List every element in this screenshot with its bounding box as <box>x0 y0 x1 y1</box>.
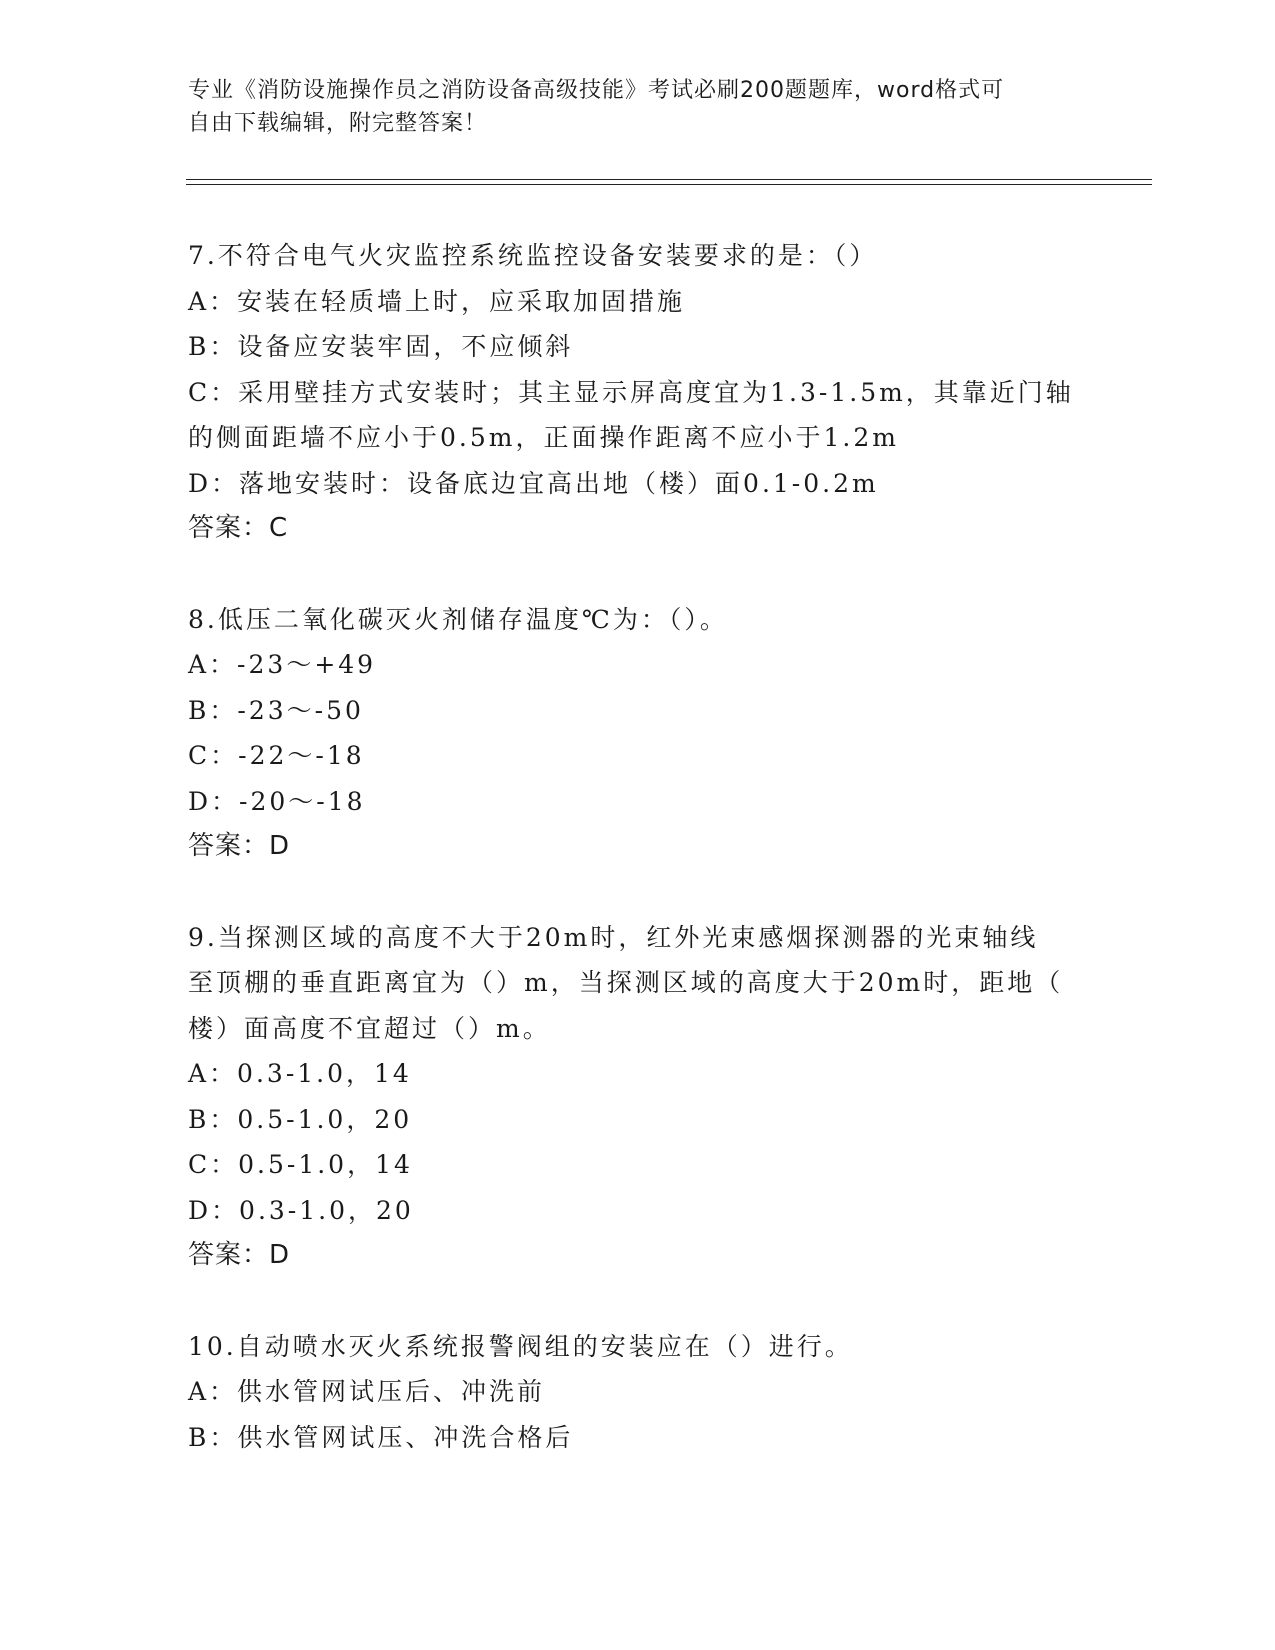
question-9 <box>188 915 1088 1279</box>
option-c: C：-22～-18 <box>188 741 365 770</box>
option-d: D：-20～-18 <box>188 786 366 816</box>
header-divider-bottom <box>186 184 1152 185</box>
header-divider-top <box>186 179 1152 180</box>
option-b: B：设备应安装牢固，不应倾斜 <box>188 332 574 361</box>
option-b: B：-23～-50 <box>188 695 364 725</box>
option-c: C：0.5-1.0，14 <box>188 1150 413 1179</box>
option-a: A：安装在轻质墙上时，应采取加固措施 <box>188 286 686 316</box>
option-b: B：供水管网试压、冲洗合格后 <box>188 1422 574 1452</box>
header-line-1: 专业《消防设施操作员之消防设备高级技能》考试必刷200题题库，word格式可 <box>188 78 1005 103</box>
question-stem-continued: 至顶棚的垂直距离宜为（）m，当探测区域的高度大于20m时，距地（ <box>188 968 1064 997</box>
option-a: A：-23～+49 <box>188 650 377 679</box>
question-stem: 9.当探测区域的高度不大于20m时，红外光束感烟探测器的光束轴线 <box>188 922 1039 952</box>
option-d: D：0.3-1.0，20 <box>188 1195 414 1225</box>
answer-label: 答案：C <box>188 513 289 543</box>
question-list <box>188 233 1088 1505</box>
document-header <box>188 74 1068 140</box>
option-a: A：0.3-1.0，14 <box>188 1059 412 1088</box>
answer-label: 答案：D <box>188 831 291 861</box>
answer-label: 答案：D <box>188 1240 291 1270</box>
option-c-continued: 的侧面距墙不应小于0.5m，正面操作距离不应小于1.2m <box>188 423 899 452</box>
option-b: B：0.5-1.0，20 <box>188 1104 413 1134</box>
question-10 <box>188 1324 1088 1461</box>
option-d: D：落地安装时：设备底边宜高出地（楼）面0.1-0.2m <box>188 468 879 498</box>
header-line-2: 自由下载编辑，附完整答案！ <box>188 111 488 136</box>
question-stem-continued: 楼）面高度不宜超过（）m。 <box>188 1013 551 1043</box>
question-stem: 10.自动喷水灭火系统报警阀组的安装应在（）进行。 <box>188 1331 853 1361</box>
question-7 <box>188 233 1088 552</box>
option-c: C：采用壁挂方式安装时；其主显示屏高度宜为1.3-1.5m，其靠近门轴 <box>188 377 1074 407</box>
question-8 <box>188 597 1088 870</box>
question-stem: 8.低压二氧化碳灭火剂储存温度℃为：（）。 <box>188 604 728 634</box>
question-stem: 7.不符合电气火灾监控系统监控设备安装要求的是：（） <box>188 241 878 270</box>
option-a: A：供水管网试压后、冲洗前 <box>188 1377 546 1406</box>
